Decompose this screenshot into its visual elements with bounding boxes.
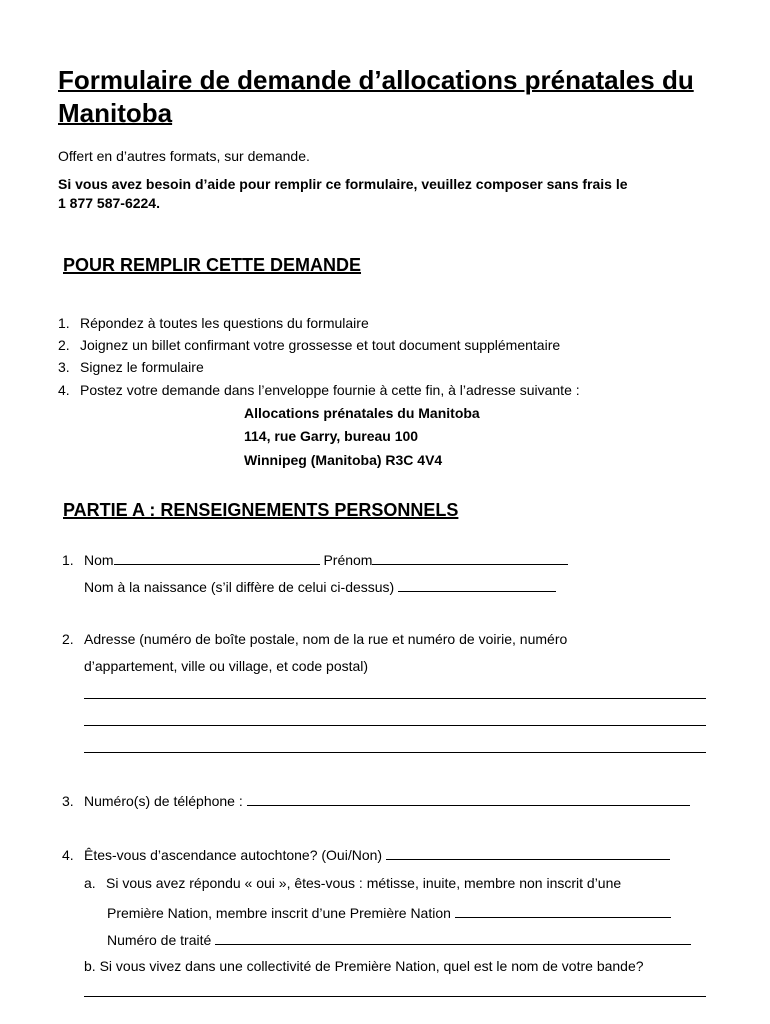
address-field-line[interactable] bbox=[84, 752, 706, 753]
treaty-label: Numéro de traité bbox=[107, 932, 212, 948]
list-item bbox=[58, 336, 560, 354]
step-number: 4. bbox=[58, 382, 70, 398]
address-question-line1: Adresse (numéro de boîte postale, nom de la rue et numéro de voirie, numéro bbox=[84, 631, 568, 647]
list-item bbox=[58, 358, 204, 376]
address-field-line[interactable] bbox=[84, 725, 706, 726]
step-number: 1. bbox=[58, 315, 70, 331]
sub-letter: a. bbox=[84, 875, 96, 891]
birth-name-field[interactable] bbox=[398, 577, 556, 592]
step-text: Postez votre demande dans l’enveloppe fournie à cette fin, à l’adresse suivante : bbox=[80, 382, 580, 398]
treaty-row bbox=[107, 930, 691, 949]
last-name-field[interactable] bbox=[114, 550, 320, 565]
birth-name-row bbox=[84, 577, 556, 596]
phone-label: Numéro(s) de téléphone : bbox=[84, 793, 243, 809]
indigenous-label: Êtes-vous d’ascendance autochtone? (Oui/Non) bbox=[84, 847, 383, 863]
address-line: Winnipeg (Manitoba) R3C 4V4 bbox=[244, 452, 443, 468]
help-line-1: Si vous avez besoin d’aide pour remplir ce formulaire, veuillez composer sans frais le bbox=[58, 176, 628, 192]
treaty-number-field[interactable] bbox=[215, 930, 691, 945]
question-2 bbox=[62, 630, 567, 648]
question-3 bbox=[62, 791, 690, 810]
question-4a-line2 bbox=[107, 903, 671, 922]
address-line: Allocations prénatales du Manitoba bbox=[244, 405, 480, 421]
band-name-question: b. Si vous vivez dans une collectivité de Première Nation, quel est le nom de votre bande? bbox=[84, 958, 644, 974]
question-4a bbox=[84, 874, 621, 892]
birth-name-label: Nom à la naissance (s’il diffère de celui ci-dessus) bbox=[84, 579, 395, 595]
formats-note: Offert en d’autres formats, sur demande. bbox=[58, 148, 310, 164]
first-name-label: Prénom bbox=[323, 552, 373, 568]
question-number: 2. bbox=[62, 631, 74, 647]
indigenous-status-field[interactable] bbox=[455, 903, 671, 918]
help-line-2: 1 877 587-6224. bbox=[58, 195, 160, 211]
phone-field[interactable] bbox=[247, 791, 690, 806]
list-item bbox=[58, 381, 580, 399]
question-number: 1. bbox=[62, 552, 74, 568]
last-name-label: Nom bbox=[84, 552, 114, 568]
question-number: 3. bbox=[62, 793, 74, 809]
section-heading-personal-info: PARTIE A : RENSEIGNEMENTS PERSONNELS bbox=[63, 500, 459, 520]
indigenous-status-text: Si vous avez répondu « oui », êtes-vous : métisse, inuite, membre non inscrit d’une bbox=[106, 875, 622, 891]
form-title: Formulaire de demande d’allocations prénatales du Manitoba bbox=[58, 65, 694, 128]
list-item bbox=[58, 314, 369, 332]
band-name-field[interactable] bbox=[84, 996, 706, 997]
step-text: Joignez un billet confirmant votre grossesse et tout document supplémentaire bbox=[80, 337, 561, 353]
question-number: 4. bbox=[62, 847, 74, 863]
first-name-field[interactable] bbox=[372, 550, 568, 565]
question-4 bbox=[62, 845, 670, 864]
address-field-line[interactable] bbox=[84, 698, 706, 699]
step-text: Répondez à toutes les questions du formulaire bbox=[80, 315, 369, 331]
step-text: Signez le formulaire bbox=[80, 359, 204, 375]
step-number: 2. bbox=[58, 337, 70, 353]
section-heading-instructions: POUR REMPLIR CETTE DEMANDE bbox=[63, 255, 362, 275]
step-number: 3. bbox=[58, 359, 70, 375]
address-question-line2: d’appartement, ville ou village, et code postal) bbox=[84, 658, 369, 674]
question-1 bbox=[62, 550, 568, 569]
address-line: 114, rue Garry, bureau 100 bbox=[244, 428, 419, 444]
indigenous-status-text-2: Première Nation, membre inscrit d’une Première Nation bbox=[107, 905, 451, 921]
indigenous-field[interactable] bbox=[386, 845, 670, 860]
